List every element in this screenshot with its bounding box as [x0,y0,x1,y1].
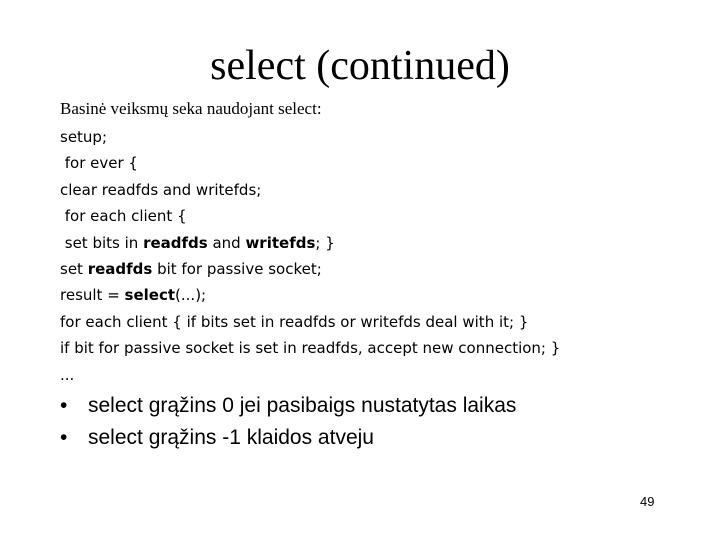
bullet-icon: • [60,394,68,417]
code-text: set bits in [60,233,144,252]
slide-title: select (continued) [210,43,510,89]
bullet-item [60,422,516,454]
bullet-text: select grąžins 0 jei pasibaigs nustatytas laikas [88,394,517,417]
code-line: if bit for passive socket is set in readfds, accept new connection; } [60,339,561,358]
code-line: ... [60,365,75,384]
code-keyword: select [124,286,176,305]
pseudocode-block [60,124,560,388]
code-text: and [207,233,246,252]
code-text: ; } [315,233,335,252]
code-keyword: readfds [143,233,208,252]
code-text: (...); [175,286,207,305]
intro-text: Basinė veiksmų seka naudojant select: [60,99,322,118]
code-line [60,256,560,282]
bullet-list [60,390,516,454]
code-line: for ever { [60,154,138,173]
code-keyword: writefds [245,233,316,252]
code-line: setup; [60,128,108,146]
code-line: for each client { [60,207,187,226]
bullet-item [60,390,516,422]
bullet-icon: • [60,426,68,449]
bullet-text: select grąžins -1 klaidos atveju [88,426,374,449]
code-line: for each client { if bits set in readfds or writefds deal with it; } [60,312,529,331]
page-number: 49 [640,494,655,509]
code-line [60,230,560,256]
code-text: bit for passive socket; [152,259,322,278]
code-line [60,282,560,308]
code-text: result = [60,286,125,305]
code-text: set [60,259,88,278]
code-line: clear readfds and writefds; [60,180,262,199]
code-keyword: readfds [87,259,153,278]
